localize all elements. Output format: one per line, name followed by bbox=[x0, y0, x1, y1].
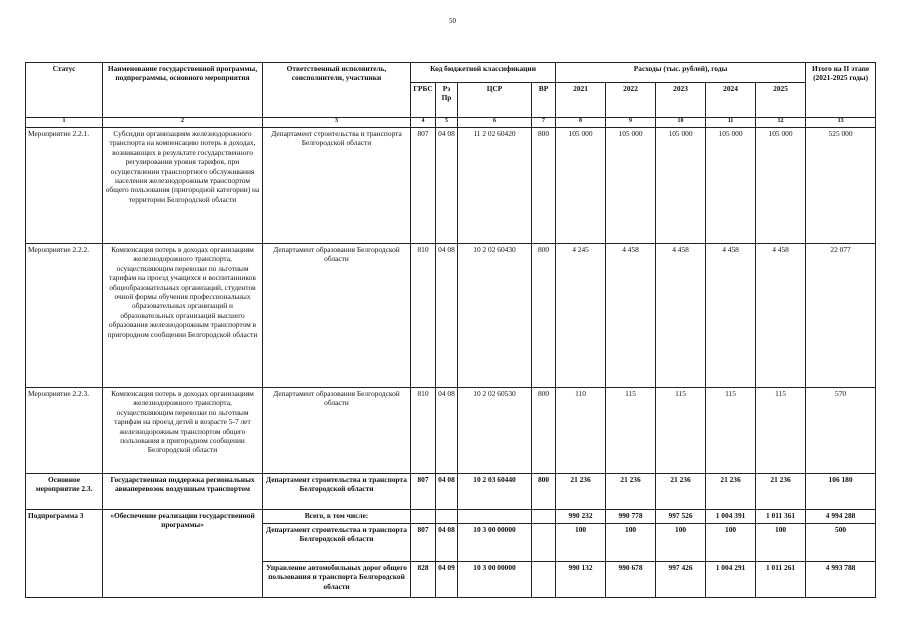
row-value-2024: 115 bbox=[706, 388, 756, 474]
row-value-2023: 21 236 bbox=[656, 474, 706, 510]
table-row bbox=[26, 388, 876, 474]
header-csr: ЦСР bbox=[458, 83, 532, 118]
row-vr: 800 bbox=[532, 474, 556, 510]
subprogram-total: 4 994 288 bbox=[806, 510, 876, 524]
subprogram-status: Подпрограмма 3 bbox=[26, 510, 103, 598]
header-rzpr: Рз Пр bbox=[436, 83, 458, 118]
row-value-2024: 21 236 bbox=[706, 474, 756, 510]
row-status: Мероприятие 2.2.3. bbox=[26, 388, 103, 474]
column-number: 10 bbox=[656, 118, 706, 128]
row-responsible: Управление автомобильных дорог общего пользования и транспорта Белгородской области bbox=[263, 562, 411, 598]
empty-cell bbox=[458, 510, 532, 524]
subprogram-total-2025: 1 011 361 bbox=[756, 510, 806, 524]
subprogram-name: «Обеспечение реализации государственной программы» bbox=[103, 510, 263, 598]
row-value-2021: 21 236 bbox=[556, 474, 606, 510]
row-rzpr: 04 09 bbox=[436, 562, 458, 598]
header-status: Статус bbox=[26, 63, 103, 118]
row-value-2021: 110 bbox=[556, 388, 606, 474]
column-number: 4 bbox=[411, 118, 436, 128]
column-number: 9 bbox=[606, 118, 656, 128]
row-vr bbox=[532, 524, 556, 562]
row-csr: 10 3 00 00000 bbox=[458, 562, 532, 598]
row-vr: 800 bbox=[532, 128, 556, 244]
row-status: Основное мероприятие 2.3. bbox=[26, 474, 103, 510]
row-grbs: 807 bbox=[411, 128, 436, 244]
row-responsible: Департамент строительства и транспорта Белгородской области bbox=[263, 524, 411, 562]
row-name: Компенсация потерь в доходах организациям железнодорожного транспорта, осуществляющим перевозки по льготным тарифам на проезд учащихся и воспитанников общеобразовательных организаций, студентов очной формы обучения профессиональных образовательных организаций и образовательных организаций высшего образования железнодорожным транспортом в пригородном сообщении Белгородской области bbox=[103, 244, 263, 388]
header-expenses: Расходы (тыс. рублей), годы bbox=[556, 63, 806, 83]
row-value-2021: 4 245 bbox=[556, 244, 606, 388]
subprogram-total-2024: 1 004 391 bbox=[706, 510, 756, 524]
row-value-2021: 105 000 bbox=[556, 128, 606, 244]
header-budget-code: Код бюджетной классификации bbox=[411, 63, 556, 83]
row-rzpr: 04 08 bbox=[436, 128, 458, 244]
row-vr bbox=[532, 562, 556, 598]
header-vr: ВР bbox=[532, 83, 556, 118]
row-value-2021: 100 bbox=[556, 524, 606, 562]
row-csr: 10 2 02 60430 bbox=[458, 244, 532, 388]
row-responsible: Департамент строительства и транспорта Белгородской области bbox=[263, 128, 411, 244]
header-grbs: ГРБС bbox=[411, 83, 436, 118]
empty-cell bbox=[532, 510, 556, 524]
table-row bbox=[26, 128, 876, 244]
row-value-2022: 990 678 bbox=[606, 562, 656, 598]
row-value-2022: 115 bbox=[606, 388, 656, 474]
row-value-2025: 21 236 bbox=[756, 474, 806, 510]
column-number: 12 bbox=[756, 118, 806, 128]
row-csr: 10 3 00 00000 bbox=[458, 524, 532, 562]
subprogram-total-2023: 997 526 bbox=[656, 510, 706, 524]
column-number: 1 bbox=[26, 118, 103, 128]
column-number: 7 bbox=[532, 118, 556, 128]
row-responsible: Департамент образования Белгородской области bbox=[263, 244, 411, 388]
row-value-2025: 100 bbox=[756, 524, 806, 562]
row-value-2023: 100 bbox=[656, 524, 706, 562]
row-grbs: 828 bbox=[411, 562, 436, 598]
page-number: 50 bbox=[449, 17, 456, 25]
column-number: 11 bbox=[706, 118, 756, 128]
subprogram-total-2021: 990 232 bbox=[556, 510, 606, 524]
header-year-2025: 2025 bbox=[756, 83, 806, 118]
row-name: Компенсация потерь в доходах организациям железнодорожного транспорта, осуществляющим перевозки по льготным тарифам на проезд детей в возрасте 5-7 лет железнодорожным транспортом общего пользования в пригородном сообщении Белгородской области bbox=[103, 388, 263, 474]
row-value-2024: 105 000 bbox=[706, 128, 756, 244]
subprogram-total-2022: 990 778 bbox=[606, 510, 656, 524]
row-value-2025: 105 000 bbox=[756, 128, 806, 244]
row-responsible: Департамент образования Белгородской области bbox=[263, 388, 411, 474]
column-number: 6 bbox=[458, 118, 532, 128]
row-value-2024: 100 bbox=[706, 524, 756, 562]
column-number: 8 bbox=[556, 118, 606, 128]
row-value-2023: 4 458 bbox=[656, 244, 706, 388]
subprogram-total-label: Всего, в том числе: bbox=[263, 510, 411, 524]
row-value-2022: 105 000 bbox=[606, 128, 656, 244]
row-value-2022: 4 458 bbox=[606, 244, 656, 388]
row-total: 570 bbox=[806, 388, 876, 474]
header-total: Итого на II этапе (2021-2025 годы) bbox=[806, 63, 876, 118]
row-status: Мероприятие 2.2.1. bbox=[26, 128, 103, 244]
row-name: Государственная поддержка региональных авиаперевозок воздушным транспортом bbox=[103, 474, 263, 510]
column-number: 5 bbox=[436, 118, 458, 128]
row-value-2023: 997 426 bbox=[656, 562, 706, 598]
row-csr: 11 2 02 60420 bbox=[458, 128, 532, 244]
header-responsible: Ответственный исполнитель, соисполнители, участники bbox=[263, 63, 411, 118]
row-rzpr: 04 08 bbox=[436, 244, 458, 388]
row-grbs: 807 bbox=[411, 524, 436, 562]
row-value-2023: 115 bbox=[656, 388, 706, 474]
budget-table bbox=[25, 62, 876, 598]
row-total: 4 993 788 bbox=[806, 562, 876, 598]
row-value-2024: 1 004 291 bbox=[706, 562, 756, 598]
row-rzpr: 04 08 bbox=[436, 388, 458, 474]
row-value-2025: 4 458 bbox=[756, 244, 806, 388]
row-value-2025: 1 011 261 bbox=[756, 562, 806, 598]
row-vr: 800 bbox=[532, 244, 556, 388]
row-grbs: 810 bbox=[411, 244, 436, 388]
table-row bbox=[26, 510, 876, 524]
column-number: 3 bbox=[263, 118, 411, 128]
table-row bbox=[26, 244, 876, 388]
row-grbs: 810 bbox=[411, 388, 436, 474]
header-year-2022: 2022 bbox=[606, 83, 656, 118]
row-value-2021: 990 132 bbox=[556, 562, 606, 598]
row-total: 106 180 bbox=[806, 474, 876, 510]
column-number: 13 bbox=[806, 118, 876, 128]
empty-cell bbox=[411, 510, 436, 524]
header-year-2024: 2024 bbox=[706, 83, 756, 118]
column-numbers-row bbox=[26, 118, 876, 128]
row-csr: 10 2 02 60530 bbox=[458, 388, 532, 474]
header-year-2023: 2023 bbox=[656, 83, 706, 118]
row-rzpr: 04 08 bbox=[436, 474, 458, 510]
row-value-2022: 21 236 bbox=[606, 474, 656, 510]
row-total: 525 000 bbox=[806, 128, 876, 244]
row-grbs: 807 bbox=[411, 474, 436, 510]
row-status: Мероприятие 2.2.2. bbox=[26, 244, 103, 388]
row-responsible: Департамент строительства и транспорта Белгородской области bbox=[263, 474, 411, 510]
row-value-2025: 115 bbox=[756, 388, 806, 474]
row-total: 22 077 bbox=[806, 244, 876, 388]
row-total: 500 bbox=[806, 524, 876, 562]
row-vr: 800 bbox=[532, 388, 556, 474]
header-name: Наименование государственной программы, подпрограммы, основного мероприятия bbox=[103, 63, 263, 118]
row-value-2022: 100 bbox=[606, 524, 656, 562]
table-row bbox=[26, 474, 876, 510]
column-number: 2 bbox=[103, 118, 263, 128]
row-name: Субсидии организациям железнодорожного транспорта на компенсацию потерь в доходах, возникающих в результате государственного регулирования уровня тарифов, при осуществлении транспортного обслуживания населения железнодорожным транспортом общего пользования (пригородной категории) на территории Белгородской области bbox=[103, 128, 263, 244]
row-rzpr: 04 08 bbox=[436, 524, 458, 562]
row-value-2023: 105 000 bbox=[656, 128, 706, 244]
header-year-2021: 2021 bbox=[556, 83, 606, 118]
row-value-2024: 4 458 bbox=[706, 244, 756, 388]
row-csr: 10 2 03 60440 bbox=[458, 474, 532, 510]
empty-cell bbox=[436, 510, 458, 524]
